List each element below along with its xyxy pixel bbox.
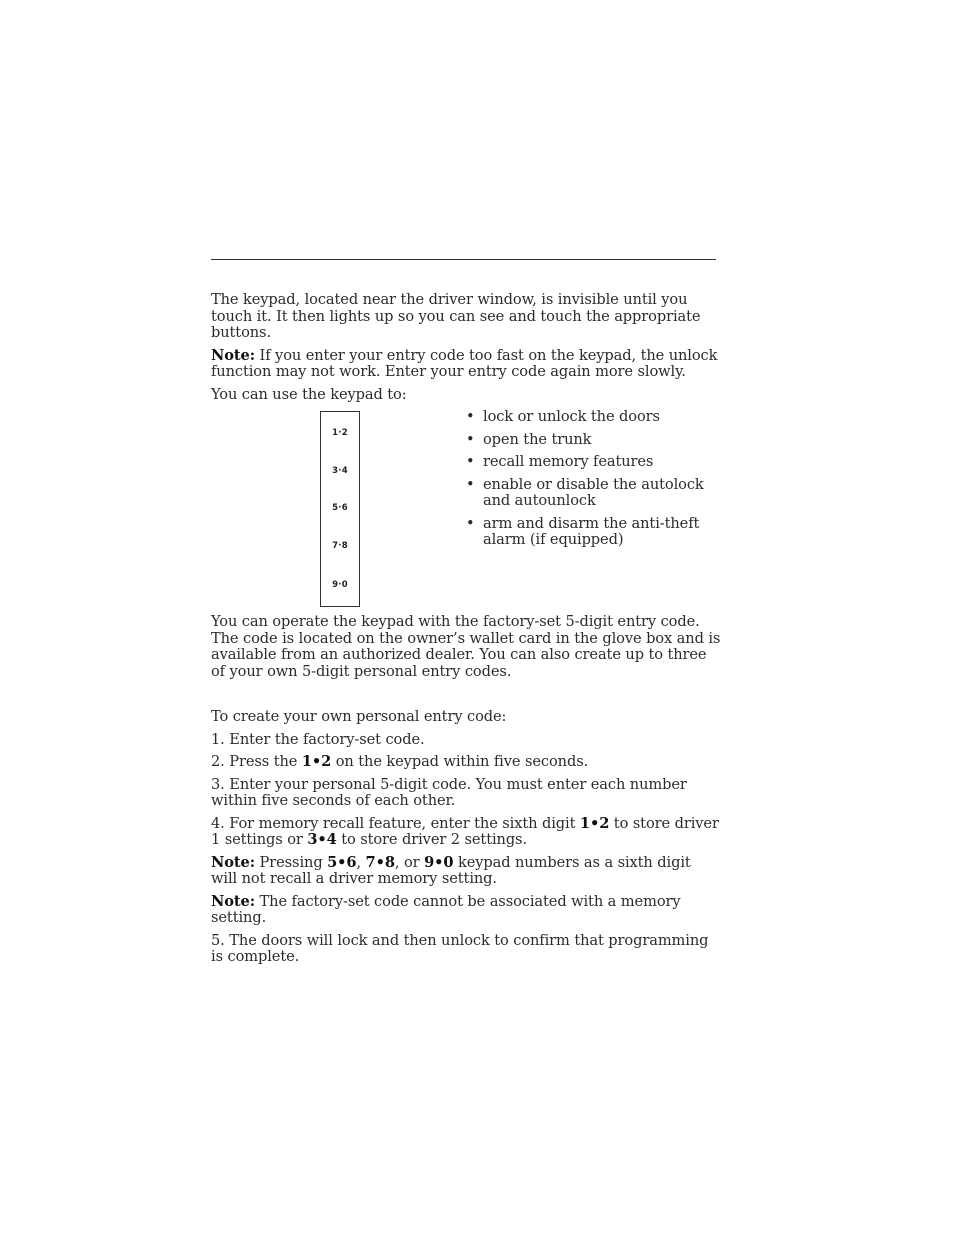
step-3: 3. Enter your personal 5-digit code. You must enter each number within five seconds of each other. [211,775,687,809]
keypad-key-1-2: 1·2 [332,428,348,438]
bullet-icon: • [466,475,475,493]
keypad-key-5-6: 5·6 [332,503,348,513]
create-code-intro: To create your own personal entry code: [211,708,507,725]
list-item: • open the trunk [466,430,592,448]
step-4: 4. For memory recall feature, enter the sixth digit 1•2 to store driver 1 settings or 3•4 to store driver 2 settings. [211,814,719,848]
bullet-icon: • [466,408,475,425]
keypad-key-9-0: 9·0 [332,580,348,590]
list-item: • recall memory features [466,453,654,470]
step-2: 2. Press the 1•2 on the keypad within five seconds. [211,753,589,770]
list-item: • lock or unlock the doors [466,408,660,425]
bullet-icon: • [466,514,475,532]
note-sixth-digit: Note: Pressing 5•6, 7•8, or 9•0 keypad numbers as a sixth digit will not recall a driver memory setting. [211,853,691,887]
note-factory-code: Note: The factory-set code cannot be associated with a memory setting. [211,892,681,926]
keypad-key-3-4: 3·4 [332,466,348,476]
note-label: Note: [211,892,255,910]
note-label: Note: [211,853,255,871]
bullet-icon: • [466,453,475,470]
step-1: 1. Enter the factory-set code. [211,730,425,748]
keypad-illustration [211,409,466,614]
note-label: Note: [211,346,255,364]
bullet-icon: • [466,430,475,448]
header-rule [211,259,716,260]
list-item: • arm and disarm the anti-theft alarm (if equipped) [466,514,700,548]
keypad-diagram [320,411,360,607]
note-entry-speed [211,348,721,381]
keypad-uses-list [466,409,716,555]
keypad-key-7-8: 7·8 [332,541,348,551]
step-5: 5. The doors will lock and then unlock to confirm that programming is complete. [211,931,709,965]
list-item: • enable or disable the autolock and autounlock [466,475,704,509]
manual-page-content [211,292,721,972]
note-text: If you enter your entry code too fast on the keypad, the unlock function may not work. Enter your entry code again more slowly. [211,346,718,380]
keypad-uses-intro: You can use the keypad to: [211,385,407,403]
keypad-uses-row [211,409,721,614]
keypad-intro-paragraph: The keypad, located near the driver window, is invisible until you touch it. It then lights up so you can see and touch the appropriate buttons. [211,291,701,341]
factory-code-paragraph: You can operate the keypad with the factory-set 5-digit entry code. The code is located on the owner’s wallet card in the glove box and is available from an authorized dealer. You can also create up to three of your own 5-digit personal entry codes. [211,613,721,680]
